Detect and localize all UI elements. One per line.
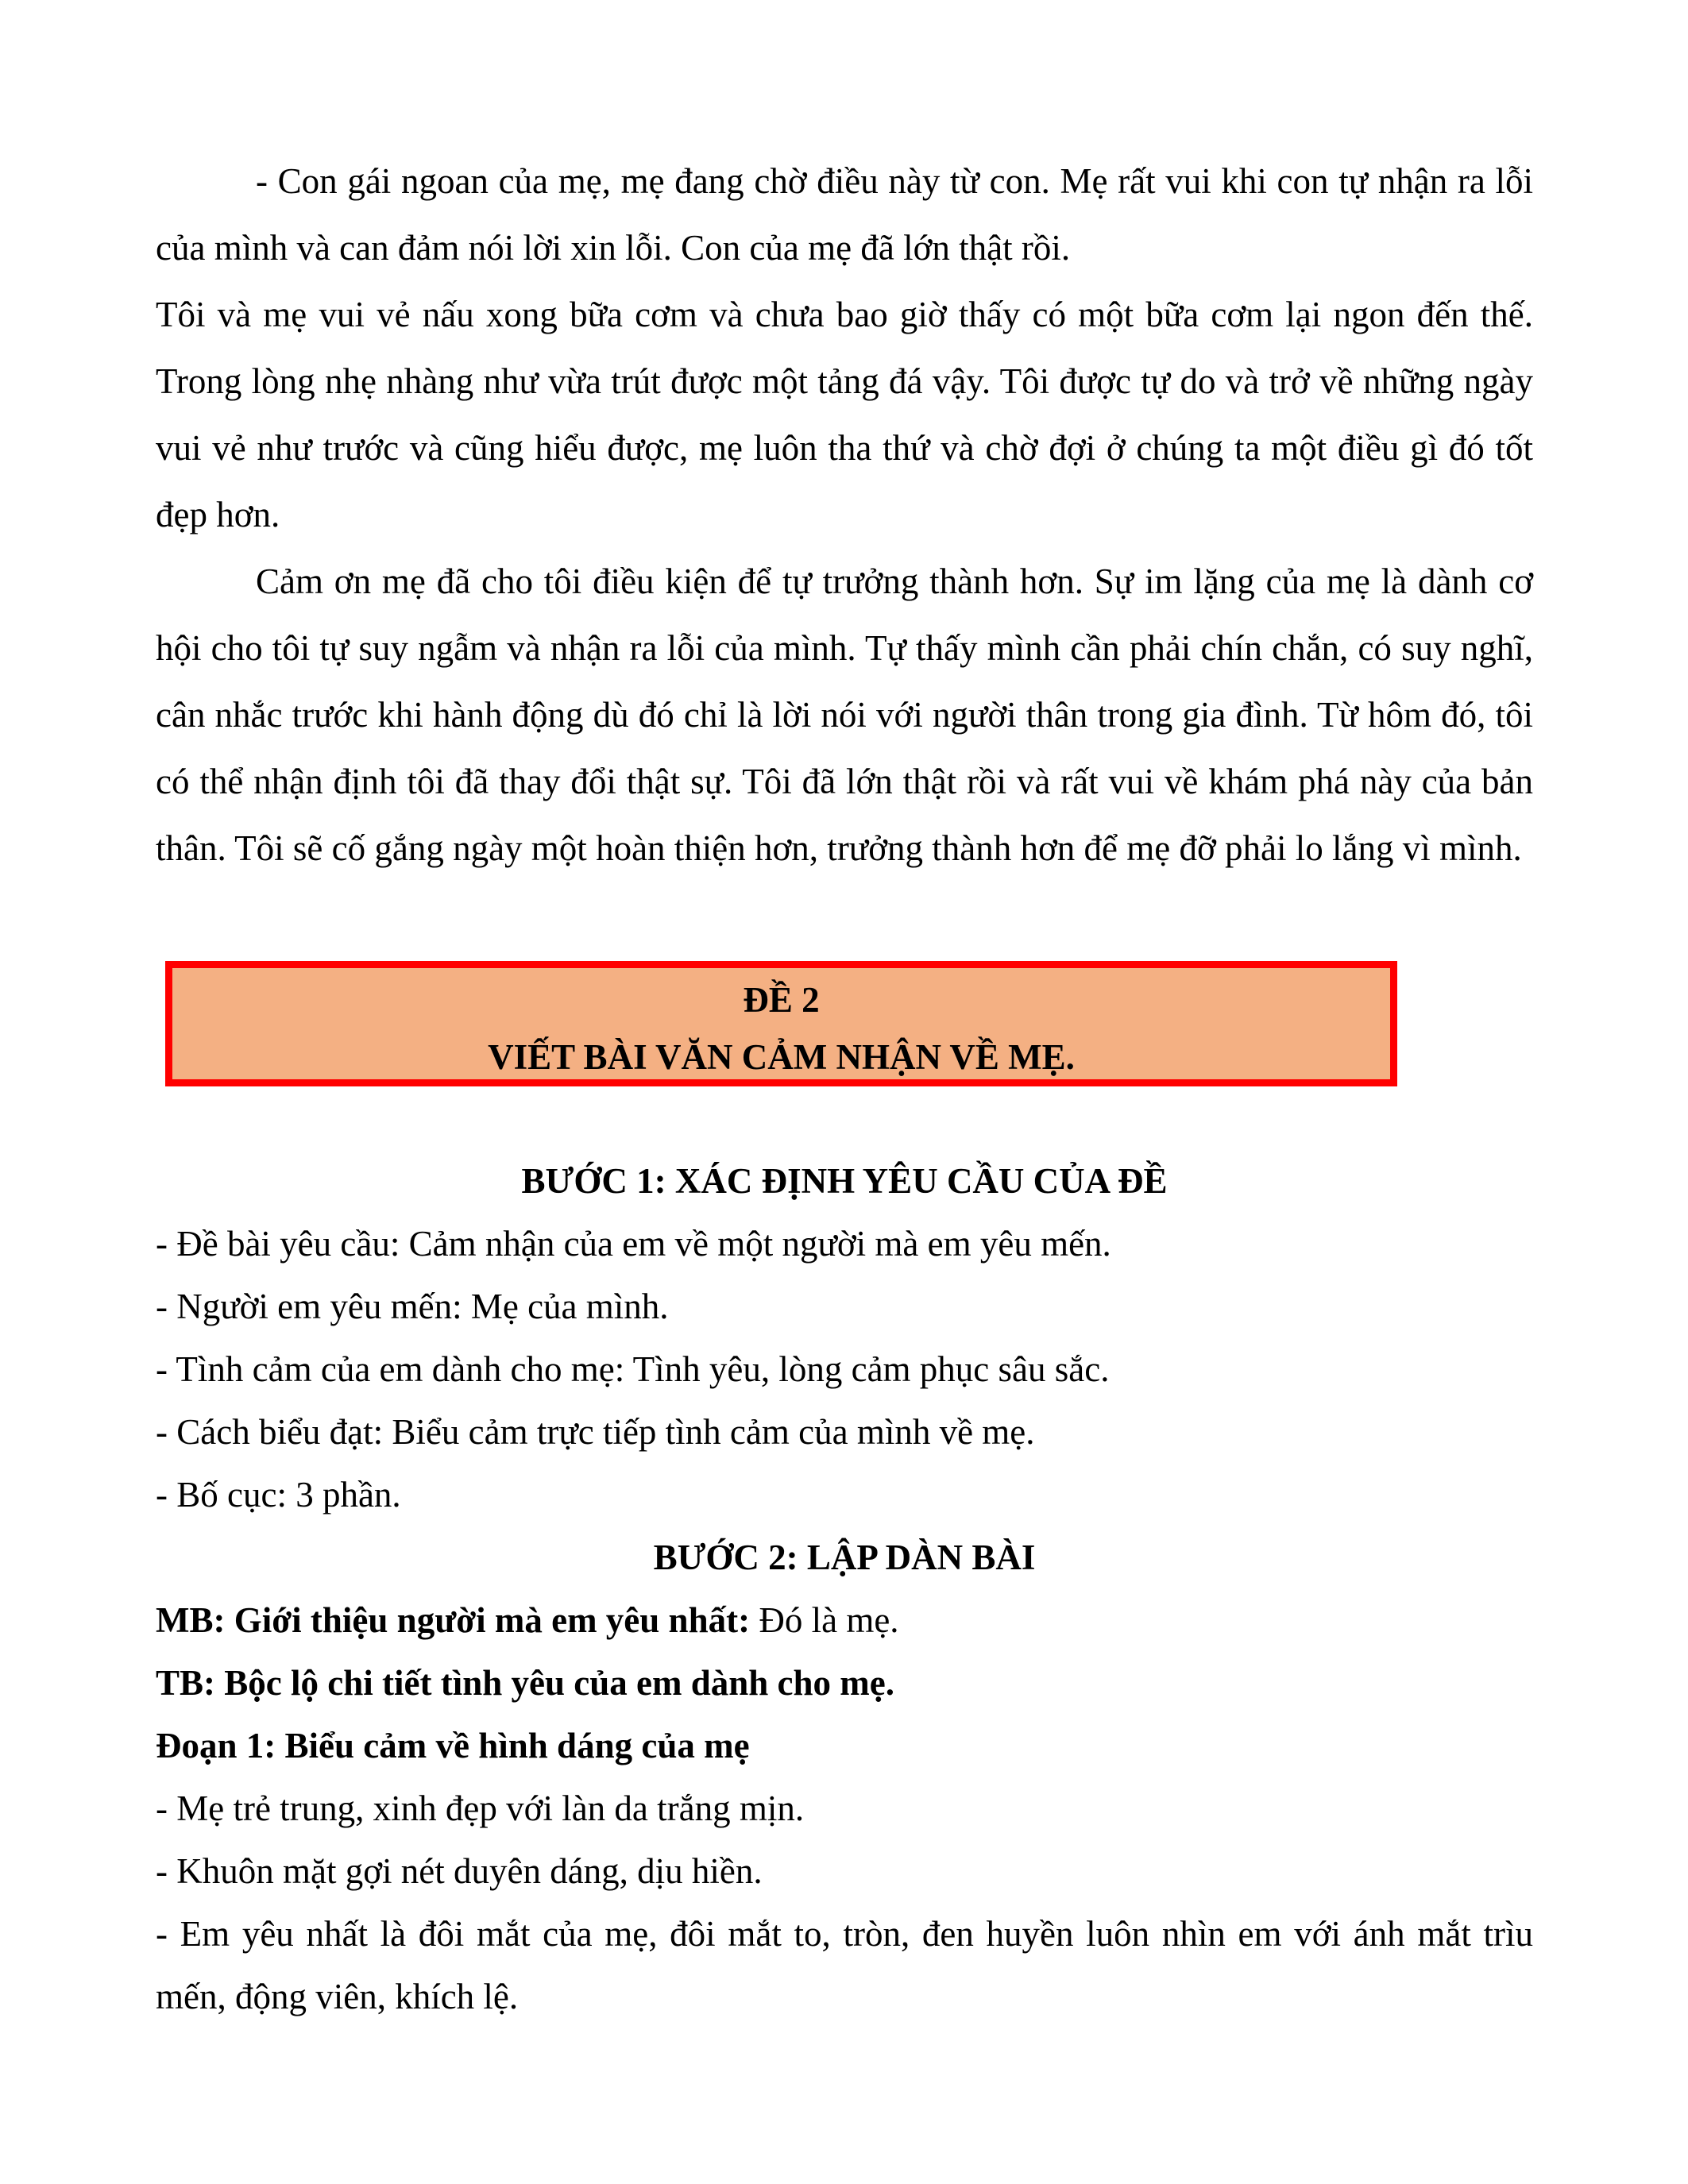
- step1-item: - Cách biểu đạt: Biểu cảm trực tiếp tình cảm của mình về mẹ.: [156, 1412, 1035, 1452]
- story-text: [156, 148, 1533, 882]
- paragraph-meal: Tôi và mẹ vui vẻ nấu xong bữa cơm và chưa bao giờ thấy có một bữa cơm lại ngon đến thế. Trong lòng nhẹ nhàng như vừa trút được một tảng đá vậy. Tôi được tự do và trở về những ngày vui vẻ như trước và cũng hiểu được, mẹ luôn tha thứ và chờ đợi ở chúng ta một điều gì đó tốt đẹp hơn.: [156, 295, 1533, 534]
- step1-item: - Đề bài yêu cầu: Cảm nhận của em về một người mà em yêu mến.: [156, 1224, 1111, 1264]
- doan1-item: - Mẹ trẻ trung, xinh đẹp với làn da trắng mịn.: [156, 1788, 805, 1828]
- exam-title: VIẾT BÀI VĂN CẢM NHẬN VỀ MẸ.: [488, 1037, 1075, 1077]
- paragraph-gratitude: Cảm ơn mẹ đã cho tôi điều kiện để tự trưởng thành hơn. Sự im lặng của mẹ là dành cơ hội cho tôi tự suy ngẫm và nhận ra lỗi của mình. Tự thấy mình cần phải chín chắn, có suy nghĩ, cân nhắc trước khi hành động dù đó chỉ là lời nói với người thân trong gia đình. Từ hôm đó, tôi có thể nhận định tôi đã thay đổi thật sự. Tôi đã lớn thật rồi và rất vui về khám phá này của bản thân. Tôi sẽ cố gắng ngày một hoàn thiện hơn, trưởng thành hơn để mẹ đỡ phải lo lắng vì mình.: [156, 561, 1533, 868]
- step1-item: - Bố cục: 3 phần.: [156, 1475, 401, 1515]
- doan1-item: - Em yêu nhất là đôi mắt của mẹ, đôi mắt to, tròn, đen huyền luôn nhìn em với ánh mắt trìu mến, động viên, khích lệ.: [156, 1914, 1533, 2016]
- mb-label: MB: Giới thiệu người mà em yêu nhất:: [156, 1600, 751, 1640]
- mb-text: Đó là mẹ.: [750, 1600, 899, 1640]
- outline-section: [156, 1150, 1533, 2028]
- step1-heading: BƯỚC 1: XÁC ĐỊNH YÊU CẦU CỦA ĐỀ: [521, 1161, 1168, 1201]
- step1-item: - Tình cảm của em dành cho mẹ: Tình yêu, lòng cảm phục sâu sắc.: [156, 1349, 1110, 1389]
- exam-title-box: [165, 961, 1397, 1086]
- tb-label: TB: Bộc lộ chi tiết tình yêu của em dành cho mẹ.: [156, 1663, 894, 1703]
- step2-heading: BƯỚC 2: LẬP DÀN BÀI: [653, 1538, 1036, 1577]
- step1-item: - Người em yêu mến: Mẹ của mình.: [156, 1287, 669, 1326]
- doan1-label: Đoạn 1: Biểu cảm về hình dáng của mẹ: [156, 1726, 750, 1765]
- mb-line: [156, 1589, 1533, 1652]
- paragraph-mother-speech: - Con gái ngoan của mẹ, mẹ đang chờ điều này từ con. Mẹ rất vui khi con tự nhận ra lỗi của mình và can đảm nói lời xin lỗi. Con của mẹ đã lớn thật rồi.: [156, 161, 1533, 268]
- exam-number: ĐỀ 2: [743, 980, 820, 1020]
- doan1-item: - Khuôn mặt gợi nét duyên dáng, dịu hiền.: [156, 1851, 763, 1891]
